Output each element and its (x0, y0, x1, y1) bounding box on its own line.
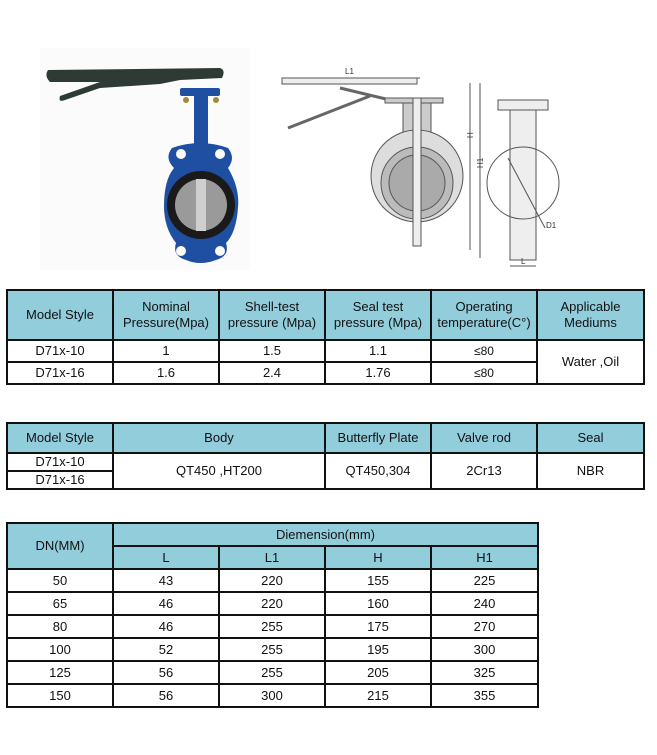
header-model-style: Model Style (7, 290, 113, 340)
cell-nominal: 1.6 (113, 362, 219, 384)
header-h: H (325, 546, 431, 569)
table-row (7, 684, 538, 707)
label-l: L (521, 257, 526, 266)
dimension-table (6, 522, 539, 708)
table-row (7, 615, 538, 638)
header-shell-test: Shell-test pressure (Mpa) (219, 290, 325, 340)
cell-mediums: Water ,Oil (537, 340, 644, 384)
table-row (7, 569, 538, 592)
cell-l: 56 (113, 661, 219, 684)
cell-h1: 270 (431, 615, 538, 638)
header-h1: H1 (431, 546, 538, 569)
cell-l1: 220 (219, 569, 325, 592)
header-valve-rod: Valve rod (431, 423, 537, 453)
cell-rod: 2Cr13 (431, 453, 537, 489)
cell-h1: 325 (431, 661, 538, 684)
cell-body: QT450 ,HT200 (113, 453, 325, 489)
cell-h: 155 (325, 569, 431, 592)
cell-dn: 125 (7, 661, 113, 684)
cell-l: 56 (113, 684, 219, 707)
cell-plate: QT450,304 (325, 453, 431, 489)
butterfly-valve-image (40, 48, 250, 270)
header-l: L (113, 546, 219, 569)
cell-model: D71x-16 (7, 471, 113, 489)
header-butterfly-plate: Butterfly Plate (325, 423, 431, 453)
cell-h1: 300 (431, 638, 538, 661)
cell-temp: ≤80 (431, 362, 537, 384)
cell-model: D71x-16 (7, 362, 113, 384)
cell-model: D71x-10 (7, 340, 113, 362)
cell-l: 46 (113, 615, 219, 638)
cell-dn: 50 (7, 569, 113, 592)
cell-nominal: 1 (113, 340, 219, 362)
cell-l: 46 (113, 592, 219, 615)
dimension-drawing-svg (270, 48, 570, 273)
valve-photo (40, 48, 250, 270)
cell-dn: 150 (7, 684, 113, 707)
cell-l: 52 (113, 638, 219, 661)
cell-seal: NBR (537, 453, 644, 489)
cell-dn: 100 (7, 638, 113, 661)
label-d1: D1 (546, 221, 557, 230)
cell-l1: 255 (219, 638, 325, 661)
valve-dimension-drawing (270, 48, 570, 273)
header-body: Body (113, 423, 325, 453)
table-row (7, 592, 538, 615)
cell-l: 43 (113, 569, 219, 592)
header-operating-temp: Operating temperature(C°) (431, 290, 537, 340)
header-model-style: Model Style (7, 423, 113, 453)
header-l1: L1 (219, 546, 325, 569)
cell-h: 215 (325, 684, 431, 707)
table-row (7, 638, 538, 661)
cell-h1: 240 (431, 592, 538, 615)
cell-seal: 1.1 (325, 340, 431, 362)
cell-shell: 1.5 (219, 340, 325, 362)
header-dimension: Diemension(mm) (113, 523, 538, 546)
label-l1: L1 (345, 67, 354, 76)
cell-l1: 255 (219, 615, 325, 638)
cell-l1: 300 (219, 684, 325, 707)
cell-dn: 80 (7, 615, 113, 638)
cell-h1: 355 (431, 684, 538, 707)
pressure-spec-table (6, 289, 645, 385)
table-row (7, 340, 644, 362)
label-h: H (466, 132, 475, 138)
cell-l1: 220 (219, 592, 325, 615)
header-dn: DN(MM) (7, 523, 113, 569)
cell-model: D71x-10 (7, 453, 113, 471)
header-nominal-pressure: Nominal Pressure(Mpa) (113, 290, 219, 340)
header-seal-test: Seal test pressure (Mpa) (325, 290, 431, 340)
cell-h: 175 (325, 615, 431, 638)
table-row (7, 661, 538, 684)
cell-h: 205 (325, 661, 431, 684)
cell-temp: ≤80 (431, 340, 537, 362)
cell-h1: 225 (431, 569, 538, 592)
cell-dn: 65 (7, 592, 113, 615)
cell-seal: 1.76 (325, 362, 431, 384)
header-mediums: Applicable Mediums (537, 290, 644, 340)
header-seal: Seal (537, 423, 644, 453)
cell-l1: 255 (219, 661, 325, 684)
cell-shell: 2.4 (219, 362, 325, 384)
material-spec-table (6, 422, 645, 490)
label-h1: H1 (476, 157, 485, 168)
cell-h: 160 (325, 592, 431, 615)
cell-h: 195 (325, 638, 431, 661)
